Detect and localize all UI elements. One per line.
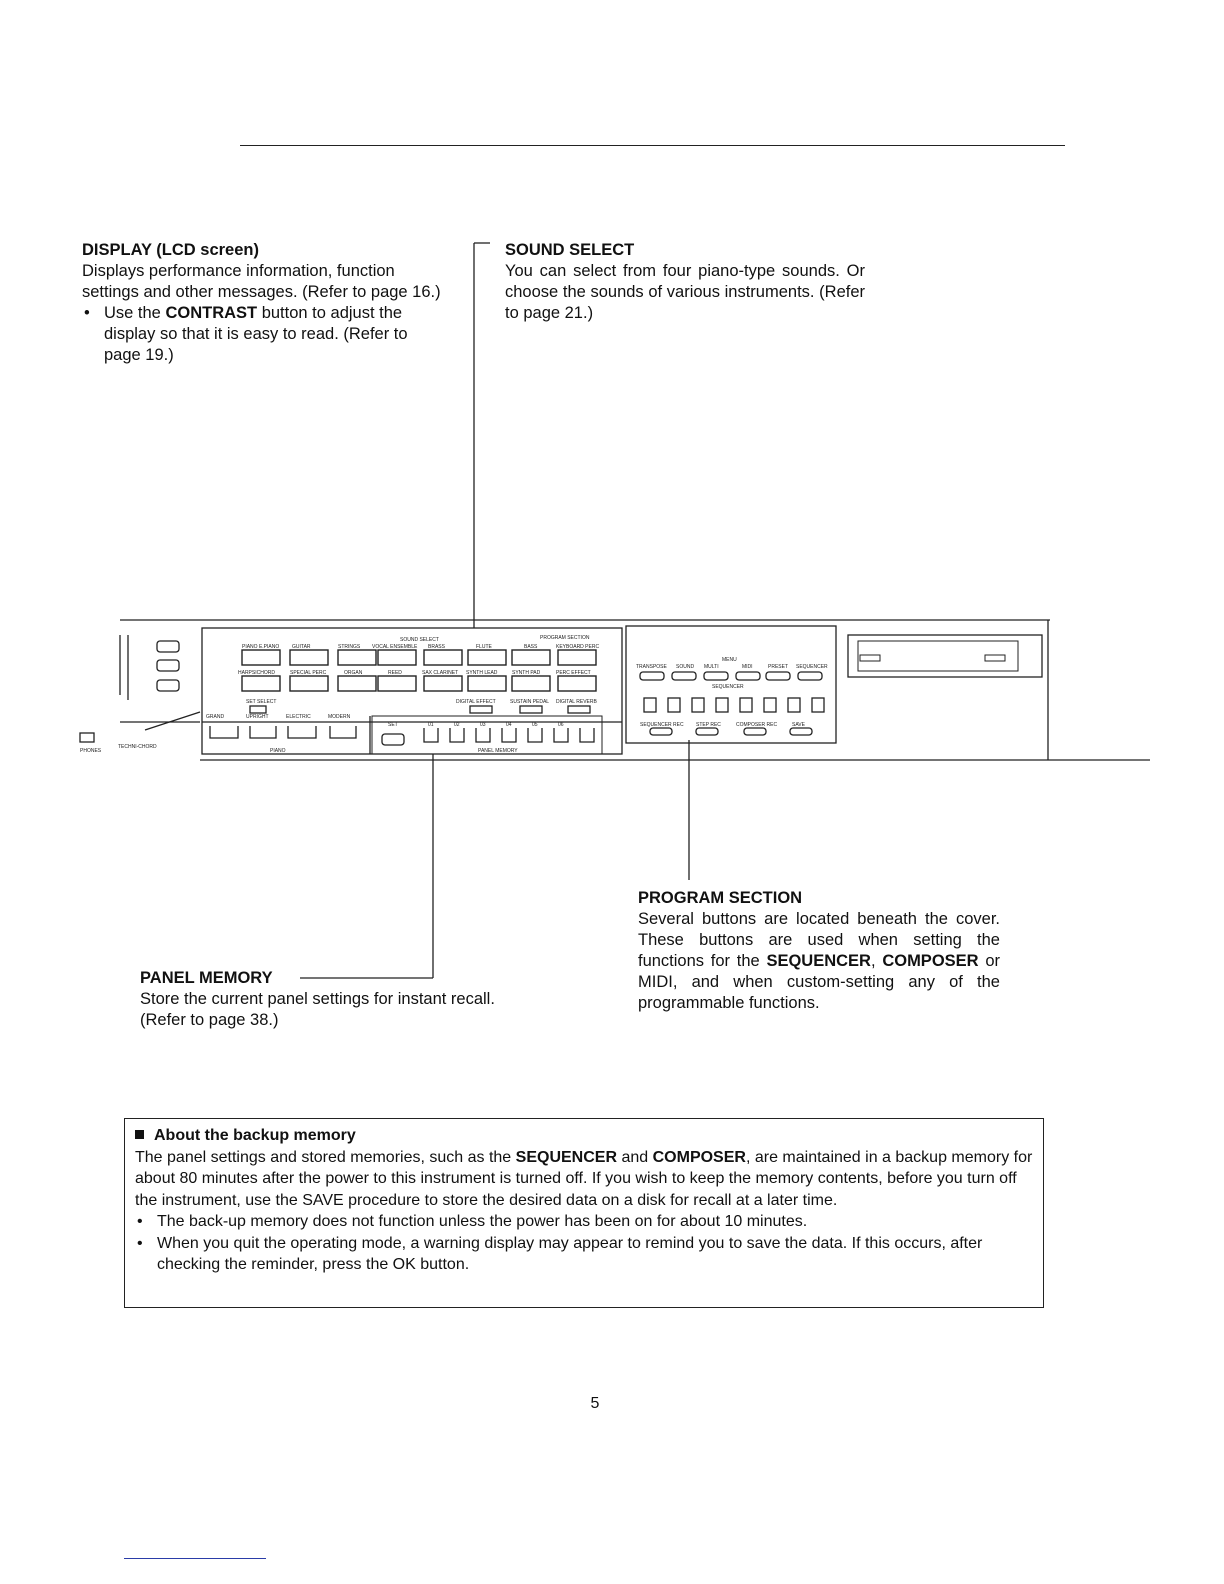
label-transpose: TRANSPOSE <box>636 664 667 670</box>
program-section-description <box>638 888 1000 1014</box>
page-number: 5 <box>590 1395 600 1412</box>
label-harpsichord: HARPSICHORD <box>238 670 275 676</box>
label-set: SET <box>388 722 398 728</box>
footer-rule <box>124 1558 266 1559</box>
backup-composer-term: COMPOSER <box>652 1148 746 1166</box>
label-mem-01: 01 <box>428 722 434 728</box>
program-section-heading: PROGRAM SECTION <box>638 889 803 907</box>
backup-p1-d: , are maintained in a backup memory for about 80 minutes after the power to this instrument is turned off. If you wish to keep the memory contents, before you turn off the instrument, use the SAVE procedure to store the desired data on a disk for recall at a later time. <box>135 1148 1033 1209</box>
label-save: SAVE <box>792 722 805 728</box>
backup-sequencer-term: SEQUENCER <box>515 1148 618 1166</box>
label-guitar: GUITAR <box>292 644 311 650</box>
label-composer-rec: COMPOSER REC <box>736 722 778 728</box>
label-mem-02: 02 <box>454 722 460 728</box>
label-phones: PHONES <box>80 748 102 754</box>
label-piano-epiano: PIANO E.PIANO <box>242 644 280 650</box>
label-sequencer-group: SEQUENCER <box>712 684 744 690</box>
label-sustain-pedal: SUSTAIN PEDAL <box>510 699 550 705</box>
backup-p1-c: and <box>617 1148 653 1166</box>
display-heading: DISPLAY (LCD screen) <box>82 241 259 259</box>
sequencer-term: SEQUENCER <box>766 952 871 970</box>
panel-memory-heading: PANEL MEMORY <box>140 969 273 987</box>
label-sax-clarinet: SAX CLARINET <box>422 670 459 676</box>
label-midi: MIDI <box>742 664 753 670</box>
label-panel-memory: PANEL MEMORY <box>478 748 518 754</box>
label-mem-06: 06 <box>558 722 564 728</box>
label-preset: PRESET <box>768 664 789 670</box>
program-body-mid: , <box>870 952 883 970</box>
label-piano: PIANO <box>270 748 286 754</box>
backup-bullet-2: • When you quit the operating mode, a warning display may appear to remind you to save the data. If this occurs, after checking the reminder, press the OK button. <box>135 1233 1033 1276</box>
label-mem-05: 05 <box>532 722 538 728</box>
label-mem-04: 04 <box>506 722 512 728</box>
label-multi: MULTI <box>704 664 719 670</box>
label-bass: BASS <box>524 644 538 650</box>
label-keyboard-perc: KEYBOARD PERC <box>556 644 600 650</box>
sound-buttons-row1 <box>242 650 596 665</box>
program-body-pre: Several buttons are located beneath the cover. These buttons are used when setting the functions for the <box>638 910 1000 970</box>
backup-title: About the backup memory <box>154 1127 356 1144</box>
backup-bullet-1: • The back-up memory does not function unless the power has been on for about 10 minutes. <box>135 1211 1033 1233</box>
sound-buttons-row2 <box>242 676 596 691</box>
panel-label-sound-select: SOUND SELECT <box>400 637 439 643</box>
memory-buttons <box>382 728 594 745</box>
program-body-post: or MIDI, and when custom-setting any of the programmable functions. <box>638 952 1000 1012</box>
label-sound: SOUND <box>676 664 695 670</box>
label-set-select: SET SELECT <box>246 699 277 705</box>
display-bullet-pre: Use the <box>104 304 166 322</box>
panel-memory-description <box>140 968 520 1031</box>
label-grand: GRAND <box>206 714 225 720</box>
label-modern: MODERN <box>328 714 351 720</box>
backup-p1-a: The panel settings and stored memories, such as the <box>135 1148 516 1166</box>
program-section-body <box>638 909 1000 1014</box>
backup-memory-note <box>124 1118 1044 1308</box>
label-synth-lead: SYNTH LEAD <box>466 670 498 676</box>
display-bullet-post: button to adjust the display so that it is easy to read. (Refer to page 19.) <box>104 304 408 364</box>
backup-heading <box>135 1125 1033 1147</box>
label-sequencer-btn: SEQUENCER <box>796 664 828 670</box>
label-vocal-ensemble: VOCAL ENSEMBLE <box>372 644 418 650</box>
label-techni-chord: TECHNI-CHORD <box>118 744 157 750</box>
label-organ: ORGAN <box>344 670 363 676</box>
label-digital-effect: DIGITAL EFFECT <box>456 699 496 705</box>
label-electric: ELECTRIC <box>286 714 311 720</box>
label-step-rec: STEP REC <box>696 722 721 728</box>
label-special-perc: SPECIAL PERC <box>290 670 327 676</box>
label-digital-reverb: DIGITAL REVERB <box>556 699 597 705</box>
label-brass: BRASS <box>428 644 445 650</box>
backup-paragraph <box>135 1147 1033 1212</box>
label-mem-03: 03 <box>480 722 486 728</box>
sound-select-body: You can select from four piano-type sounds. Or choose the sounds of various instruments. (Refer to page 21.) <box>505 262 865 322</box>
composer-term: COMPOSER <box>882 952 979 970</box>
label-upright: UPRIGHT <box>246 714 269 720</box>
label-flute: FLUTE <box>476 644 492 650</box>
label-reed: REED <box>388 670 402 676</box>
panel-label-program-section: PROGRAM SECTION <box>540 635 590 641</box>
piano-buttons <box>210 726 356 738</box>
label-sequencer-rec: SEQUENCER REC <box>640 722 684 728</box>
square-bullet-icon <box>135 1130 144 1139</box>
display-body: Displays performance information, function settings and other messages. (Refer to page 16.) <box>82 262 441 301</box>
label-menu: MENU <box>722 657 737 663</box>
label-strings: STRINGS <box>338 644 361 650</box>
contrast-term: CONTRAST <box>165 304 258 322</box>
label-synth-pad: SYNTH PAD <box>512 670 541 676</box>
panel-memory-body: Store the current panel settings for instant recall. (Refer to page 38.) <box>140 990 495 1029</box>
sound-select-heading: SOUND SELECT <box>505 241 635 259</box>
label-perc-effect: PERC EFFECT <box>556 670 591 676</box>
